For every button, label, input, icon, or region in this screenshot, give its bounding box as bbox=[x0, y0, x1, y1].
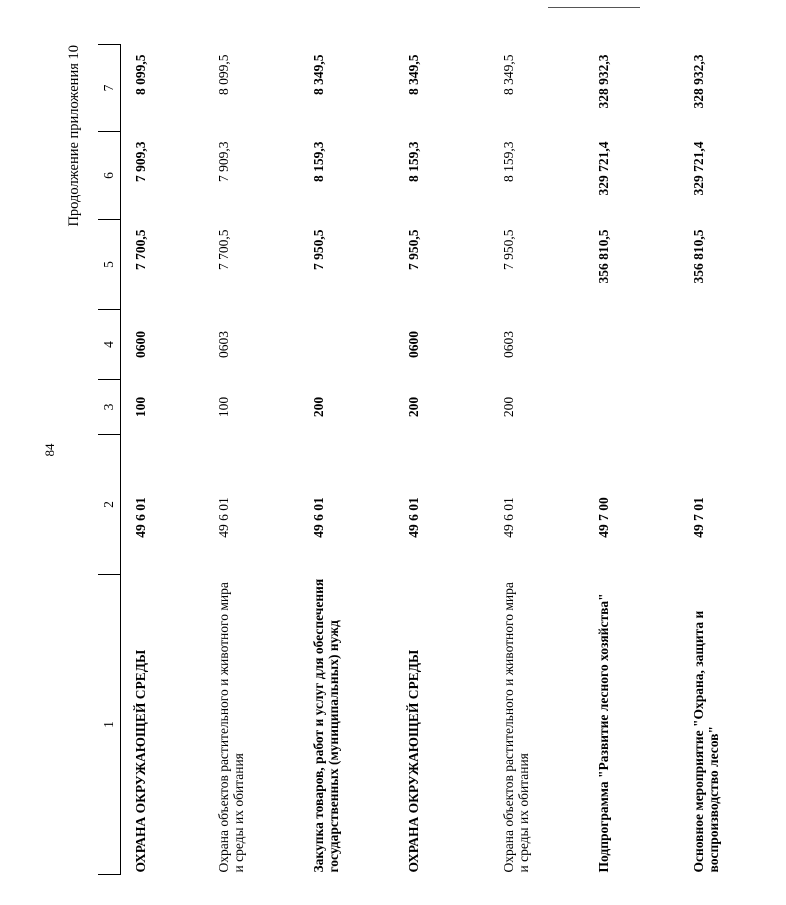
col-header-6: 6 bbox=[98, 132, 121, 220]
vr-code: 200 bbox=[405, 396, 421, 418]
value-col6: 7 909,3 bbox=[133, 141, 148, 182]
csr-code: 49 7 00 bbox=[595, 497, 611, 538]
row-name: Основное мероприятие "Охрана, защита и воспроизводство лесов" bbox=[690, 610, 722, 873]
row-name: Охрана объектов растительного и животного мира и среды их обитания bbox=[500, 582, 532, 873]
col-header-7: 7 bbox=[98, 45, 121, 132]
table-row bbox=[311, 45, 406, 875]
value-col6: 7 909,3 bbox=[215, 141, 231, 182]
vr-code bbox=[596, 380, 691, 435]
table-row bbox=[216, 45, 311, 875]
table-row bbox=[121, 45, 216, 875]
budget-table bbox=[98, 44, 786, 875]
value-col6: 8 159,3 bbox=[310, 141, 326, 182]
rzpr-code: 0600 bbox=[405, 331, 421, 358]
value-col5: 7 950,5 bbox=[405, 229, 421, 270]
csr-code: 49 6 01 bbox=[215, 497, 231, 538]
table-row bbox=[691, 45, 786, 875]
value-col5: 7 950,5 bbox=[500, 229, 516, 270]
vr-code bbox=[691, 380, 786, 435]
value-col7: 8 099,5 bbox=[133, 54, 148, 95]
csr-code: 49 6 01 bbox=[133, 497, 148, 538]
row-name: Охрана объектов растительного и животного мира и среды их обитания bbox=[215, 582, 247, 873]
row-name: Подпрограмма "Развитие лесного хозяйства" bbox=[595, 593, 611, 873]
csr-code: 49 6 01 bbox=[500, 497, 516, 538]
header-row bbox=[98, 45, 121, 875]
rzpr-code: 0603 bbox=[215, 331, 231, 358]
table-row bbox=[501, 45, 596, 875]
value-col5: 356 810,5 bbox=[595, 229, 611, 284]
rzpr-code: 0600 bbox=[133, 331, 148, 358]
row-name: ОХРАНА ОКРУЖАЮЩЕЙ СРЕДЫ bbox=[405, 649, 421, 873]
vr-code: 100 bbox=[215, 396, 231, 418]
col-header-3: 3 bbox=[98, 380, 121, 435]
csr-code: 49 6 01 bbox=[310, 497, 326, 538]
col-header-2: 2 bbox=[98, 435, 121, 575]
col-header-4: 4 bbox=[98, 310, 121, 380]
rzpr-code bbox=[596, 310, 691, 380]
rzpr-code: 0603 bbox=[500, 331, 516, 358]
rzpr-code bbox=[691, 310, 786, 380]
value-col7: 8 349,5 bbox=[405, 54, 421, 95]
value-col6: 8 159,3 bbox=[405, 141, 421, 182]
value-col7: 328 932,3 bbox=[595, 54, 611, 109]
value-col7: 8 349,5 bbox=[310, 54, 326, 95]
value-col7: 8 099,5 bbox=[215, 54, 231, 95]
table-row bbox=[596, 45, 691, 875]
col-header-5: 5 bbox=[98, 220, 121, 310]
csr-code: 49 7 01 bbox=[690, 497, 706, 538]
value-col5: 356 810,5 bbox=[690, 229, 706, 284]
value-col5: 7 950,5 bbox=[310, 229, 326, 270]
value-col5: 7 700,5 bbox=[133, 229, 148, 270]
vr-code: 200 bbox=[500, 396, 516, 418]
rzpr-code bbox=[311, 310, 406, 380]
value-col6: 329 721,4 bbox=[595, 141, 611, 196]
row-name: ОХРАНА ОКРУЖАЮЩЕЙ СРЕДЫ bbox=[133, 649, 148, 873]
value-col6: 8 159,3 bbox=[500, 141, 516, 182]
value-col7: 328 932,3 bbox=[690, 54, 706, 109]
table-caption: Продолжение приложения 10 bbox=[66, 45, 82, 227]
col-header-1: 1 bbox=[98, 575, 121, 875]
value-col7: 8 349,5 bbox=[500, 54, 516, 95]
csr-code: 49 6 01 bbox=[405, 497, 421, 538]
value-col6: 329 721,4 bbox=[690, 141, 706, 196]
row-name: Закупка товаров, работ и услуг для обеспечения государственных (муниципальных) нужд bbox=[310, 578, 342, 873]
page-number: 84 bbox=[42, 443, 57, 457]
vr-code: 100 bbox=[133, 396, 148, 418]
vr-code: 200 bbox=[310, 396, 326, 418]
value-col5: 7 700,5 bbox=[215, 229, 231, 270]
table-row bbox=[406, 45, 501, 875]
